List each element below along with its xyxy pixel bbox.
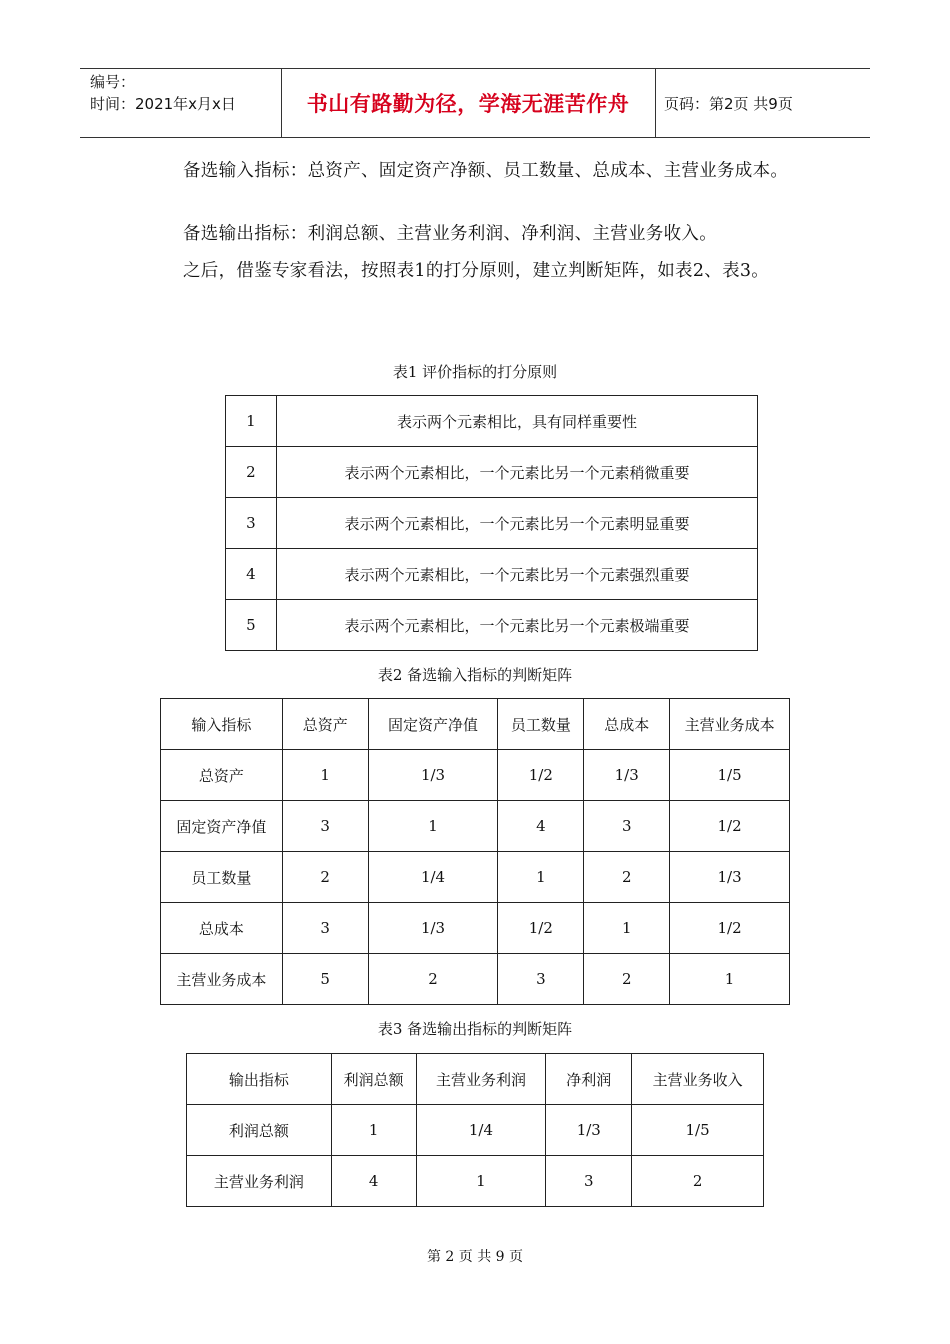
column-header: 总资产 [282, 699, 368, 750]
page-footer: 第 2 页 共 9 页 [426, 1249, 524, 1265]
scale-meaning: 表示两个元素相比，一个元素比另一个元素强烈重要 [276, 549, 757, 600]
table-cell: 1 [670, 954, 790, 1005]
table-cell: 2 [368, 954, 498, 1005]
table-row [161, 903, 790, 954]
table-cell: 4 [498, 801, 584, 852]
table-cell: 1 [368, 801, 498, 852]
scale-value: 3 [226, 498, 277, 549]
scale-value: 5 [226, 600, 277, 651]
column-header: 总成本 [584, 699, 670, 750]
table-cell: 1 [416, 1156, 546, 1207]
row-header: 总资产 [161, 750, 283, 801]
scale-value: 1 [226, 396, 277, 447]
table-row [161, 852, 790, 903]
output-judgment-matrix-table [186, 1053, 764, 1207]
paragraph-output-indicators: 备选输出指标：利润总额、主营业务利润、净利润、主营业务收入。 [183, 224, 717, 244]
scale-meaning: 表示两个元素相比，一个元素比另一个元素明显重要 [276, 498, 757, 549]
table-cell: 1/3 [584, 750, 670, 801]
table-cell: 1 [584, 903, 670, 954]
scale-meaning: 表示两个元素相比，一个元素比另一个元素极端重要 [276, 600, 757, 651]
table-row [161, 801, 790, 852]
column-header: 主营业务成本 [670, 699, 790, 750]
scale-meaning: 表示两个元素相比，一个元素比另一个元素稍微重要 [276, 447, 757, 498]
table-cell: 3 [282, 801, 368, 852]
table3-caption: 表3 备选输出指标的判断矩阵 [377, 1020, 573, 1038]
table-cell: 1/3 [546, 1105, 632, 1156]
table-row [226, 396, 758, 447]
table-cell: 2 [282, 852, 368, 903]
table-cell: 2 [584, 852, 670, 903]
scale-value: 4 [226, 549, 277, 600]
scale-meaning: 表示两个元素相比，具有同样重要性 [276, 396, 757, 447]
table-cell: 2 [632, 1156, 764, 1207]
table-row [226, 549, 758, 600]
table-header-row [161, 699, 790, 750]
header-meta [90, 71, 236, 115]
table-cell: 1/3 [670, 852, 790, 903]
paragraph-input-indicators: 备选输入指标：总资产、固定资产净额、员工数量、总成本、主营业务成本。 [183, 161, 789, 181]
table-cell: 1/2 [670, 801, 790, 852]
table-cell: 1 [331, 1105, 416, 1156]
header-divider [655, 69, 656, 137]
column-header: 主营业务收入 [632, 1054, 764, 1105]
table-row [226, 498, 758, 549]
table1-caption: 表1 评价指标的打分原则 [392, 363, 558, 381]
input-judgment-matrix-table [160, 698, 790, 1005]
column-header: 利润总额 [331, 1054, 416, 1105]
table-cell: 4 [331, 1156, 416, 1207]
table-cell: 1 [282, 750, 368, 801]
table-cell: 1/2 [670, 903, 790, 954]
row-header: 主营业务利润 [187, 1156, 332, 1207]
column-header: 输入指标 [161, 699, 283, 750]
table-cell: 3 [546, 1156, 632, 1207]
header-page-number: 页码：第2页 共9页 [664, 94, 793, 113]
table2-caption: 表2 备选输入指标的判断矩阵 [377, 666, 573, 684]
scale-value: 2 [226, 447, 277, 498]
table-cell: 1/2 [498, 750, 584, 801]
column-header: 固定资产净值 [368, 699, 498, 750]
table-cell: 3 [282, 903, 368, 954]
scoring-principles-table [225, 395, 758, 651]
table-cell: 1/5 [670, 750, 790, 801]
table-row [187, 1156, 764, 1207]
row-header: 固定资产净值 [161, 801, 283, 852]
paragraph-matrix-intro: 之后，借鉴专家看法，按照表1的打分原则，建立判断矩阵，如表2、表3。 [183, 261, 770, 281]
table-row [226, 600, 758, 651]
table-cell: 2 [584, 954, 670, 1005]
table-row [161, 750, 790, 801]
page-header [80, 68, 870, 138]
table-cell: 1/4 [368, 852, 498, 903]
table-header-row [187, 1054, 764, 1105]
document-number: 编号： [90, 73, 136, 91]
table-cell: 1/5 [632, 1105, 764, 1156]
row-header: 总成本 [161, 903, 283, 954]
row-header: 员工数量 [161, 852, 283, 903]
row-header: 利润总额 [187, 1105, 332, 1156]
header-motto: 书山有路勤为径，学海无涯苦作舟 [306, 92, 630, 116]
table-cell: 1/4 [416, 1105, 546, 1156]
table-cell: 1 [498, 852, 584, 903]
column-header: 净利润 [546, 1054, 632, 1105]
column-header: 主营业务利润 [416, 1054, 546, 1105]
table-cell: 1/3 [368, 750, 498, 801]
column-header: 输出指标 [187, 1054, 332, 1105]
document-time: 时间：2021年x月x日 [90, 95, 236, 113]
row-header: 主营业务成本 [161, 954, 283, 1005]
table-cell: 3 [584, 801, 670, 852]
table-cell: 5 [282, 954, 368, 1005]
column-header: 员工数量 [498, 699, 584, 750]
table-row [187, 1105, 764, 1156]
table-cell: 1/2 [498, 903, 584, 954]
table-row [226, 447, 758, 498]
table-cell: 1/3 [368, 903, 498, 954]
table-cell: 3 [498, 954, 584, 1005]
table-row [161, 954, 790, 1005]
